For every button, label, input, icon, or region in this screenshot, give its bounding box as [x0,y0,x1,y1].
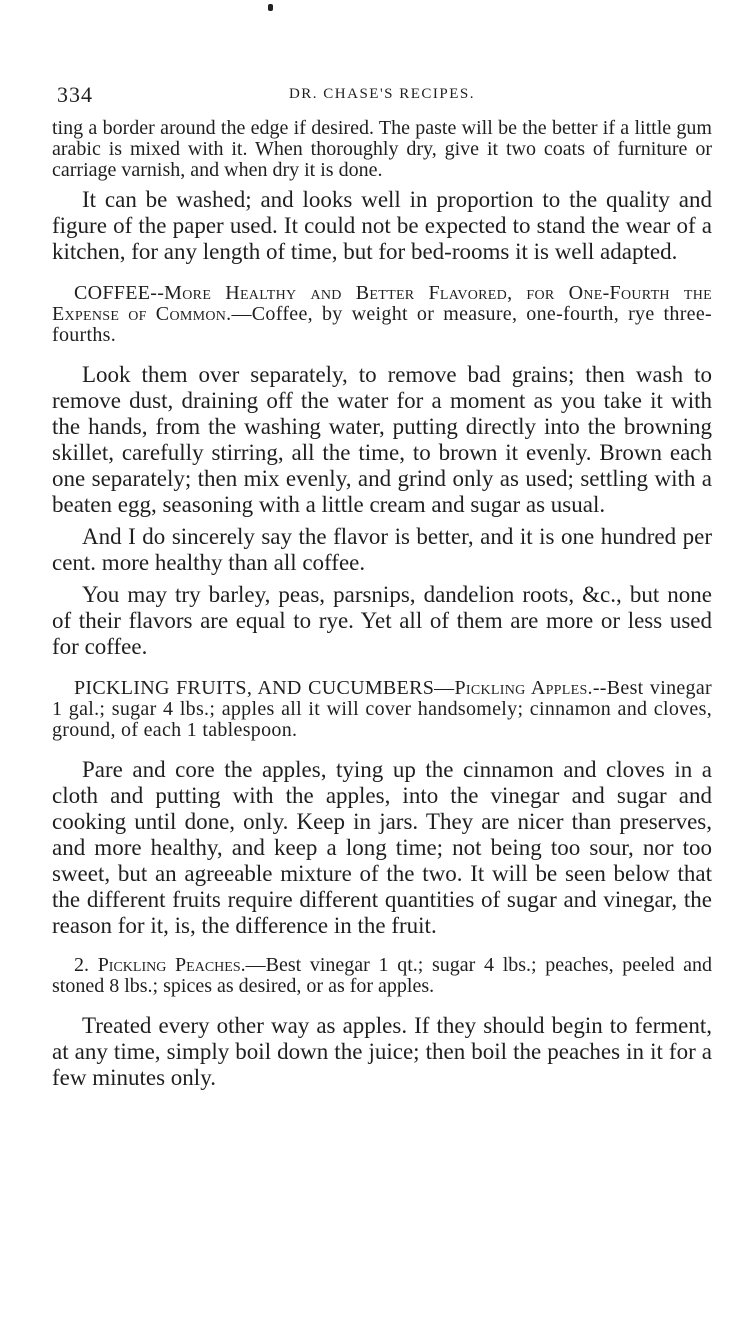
pickling-subtitle: —Pickling Apples. [434,677,593,699]
coffee-recipe: —Coffee, by weight or measure, one-fourth, rye three-fourths. [52,303,712,346]
peaches-title: Pickling Peaches. [97,954,246,976]
paragraph-continued: ting a border around the edge if desired. The paste will be the better if a little gum arabic is mixed with it. When thoroughly dry, give it two coats of furniture or carriage varnish, and when dry it is done. [52,117,712,181]
page-number: 334 [57,82,93,107]
paragraph-coffee-method: Look them over separately, to remove bad grains; then wash to remove dust, draining off the water for a moment as you take it with the hands, from the washing water, putting directly into the browning skillet, carefully stirring, all the time, to brown it evenly. Brown each one separately; then mix evenly, and grind only as used; settling with a beaten egg, seasoning with a little cream and sugar as usual. [52,362,712,517]
coffee-title: COFFEE [74,282,151,304]
paragraph-pickling-method: Pare and core the apples, tying up the cinnamon and cloves in a cloth and putting with the apples, into the vinegar and sugar and cooking until done, only. Keep in jars. They are nicer than preserves, and more healthy, and keep a long time; not being too sour, nor too sweet, but an agreeable mixture of the two. It will be seen below that the different fruits require different quantities of sugar and vinegar, the reason for it, is, the difference in the fruit. [52,757,712,938]
coffee-subtitle: --More Healthy and Better Flavored, for One-Fourth the Expense of Common. [52,282,712,325]
page-header [52,82,712,118]
paragraph-coffee-alternatives: You may try barley, peas, parsnips, dandelion roots, &c., but none of their flavors are equal to rye. Yet all of them are more or less used for coffee. [52,582,712,659]
pickling-recipe: --Best vinegar 1 gal.; sugar 4 lbs.; apples all it will cover handsomely; cinnamon and cloves, ground, of each 1 tablespoon. [52,677,712,741]
paragraph-coffee-flavor: And I do sincerely say the flavor is better, and it is one hundred per cent. more healthy than all coffee. [52,524,712,575]
recipe-heading-coffee [52,283,712,346]
pickling-title: PICKLING FRUITS, AND CUCUMBERS [74,677,435,699]
recipe-peaches [52,955,712,997]
running-head: DR. CHASE'S RECIPES. [288,86,476,102]
peaches-recipe: —Best vinegar 1 qt.; sugar 4 lbs.; peaches, peeled and stoned 8 lbs.; spices as desired, or as for apples. [52,954,712,997]
print-dot [268,4,273,11]
paragraph-washing: It can be washed; and looks well in proportion to the quality and figure of the paper used. It could not be expected to stand the wear of a kitchen, for any length of time, but for bed-rooms it is well adapted. [52,187,712,264]
paragraph-peaches-method: Treated every other way as apples. If they should begin to ferment, at any time, simply boil down the juice; then boil the peaches in it for a few minutes only. [52,1013,712,1090]
recipe-heading-pickling [52,678,712,741]
book-page [52,82,712,1091]
peaches-number: 2. [74,954,89,976]
